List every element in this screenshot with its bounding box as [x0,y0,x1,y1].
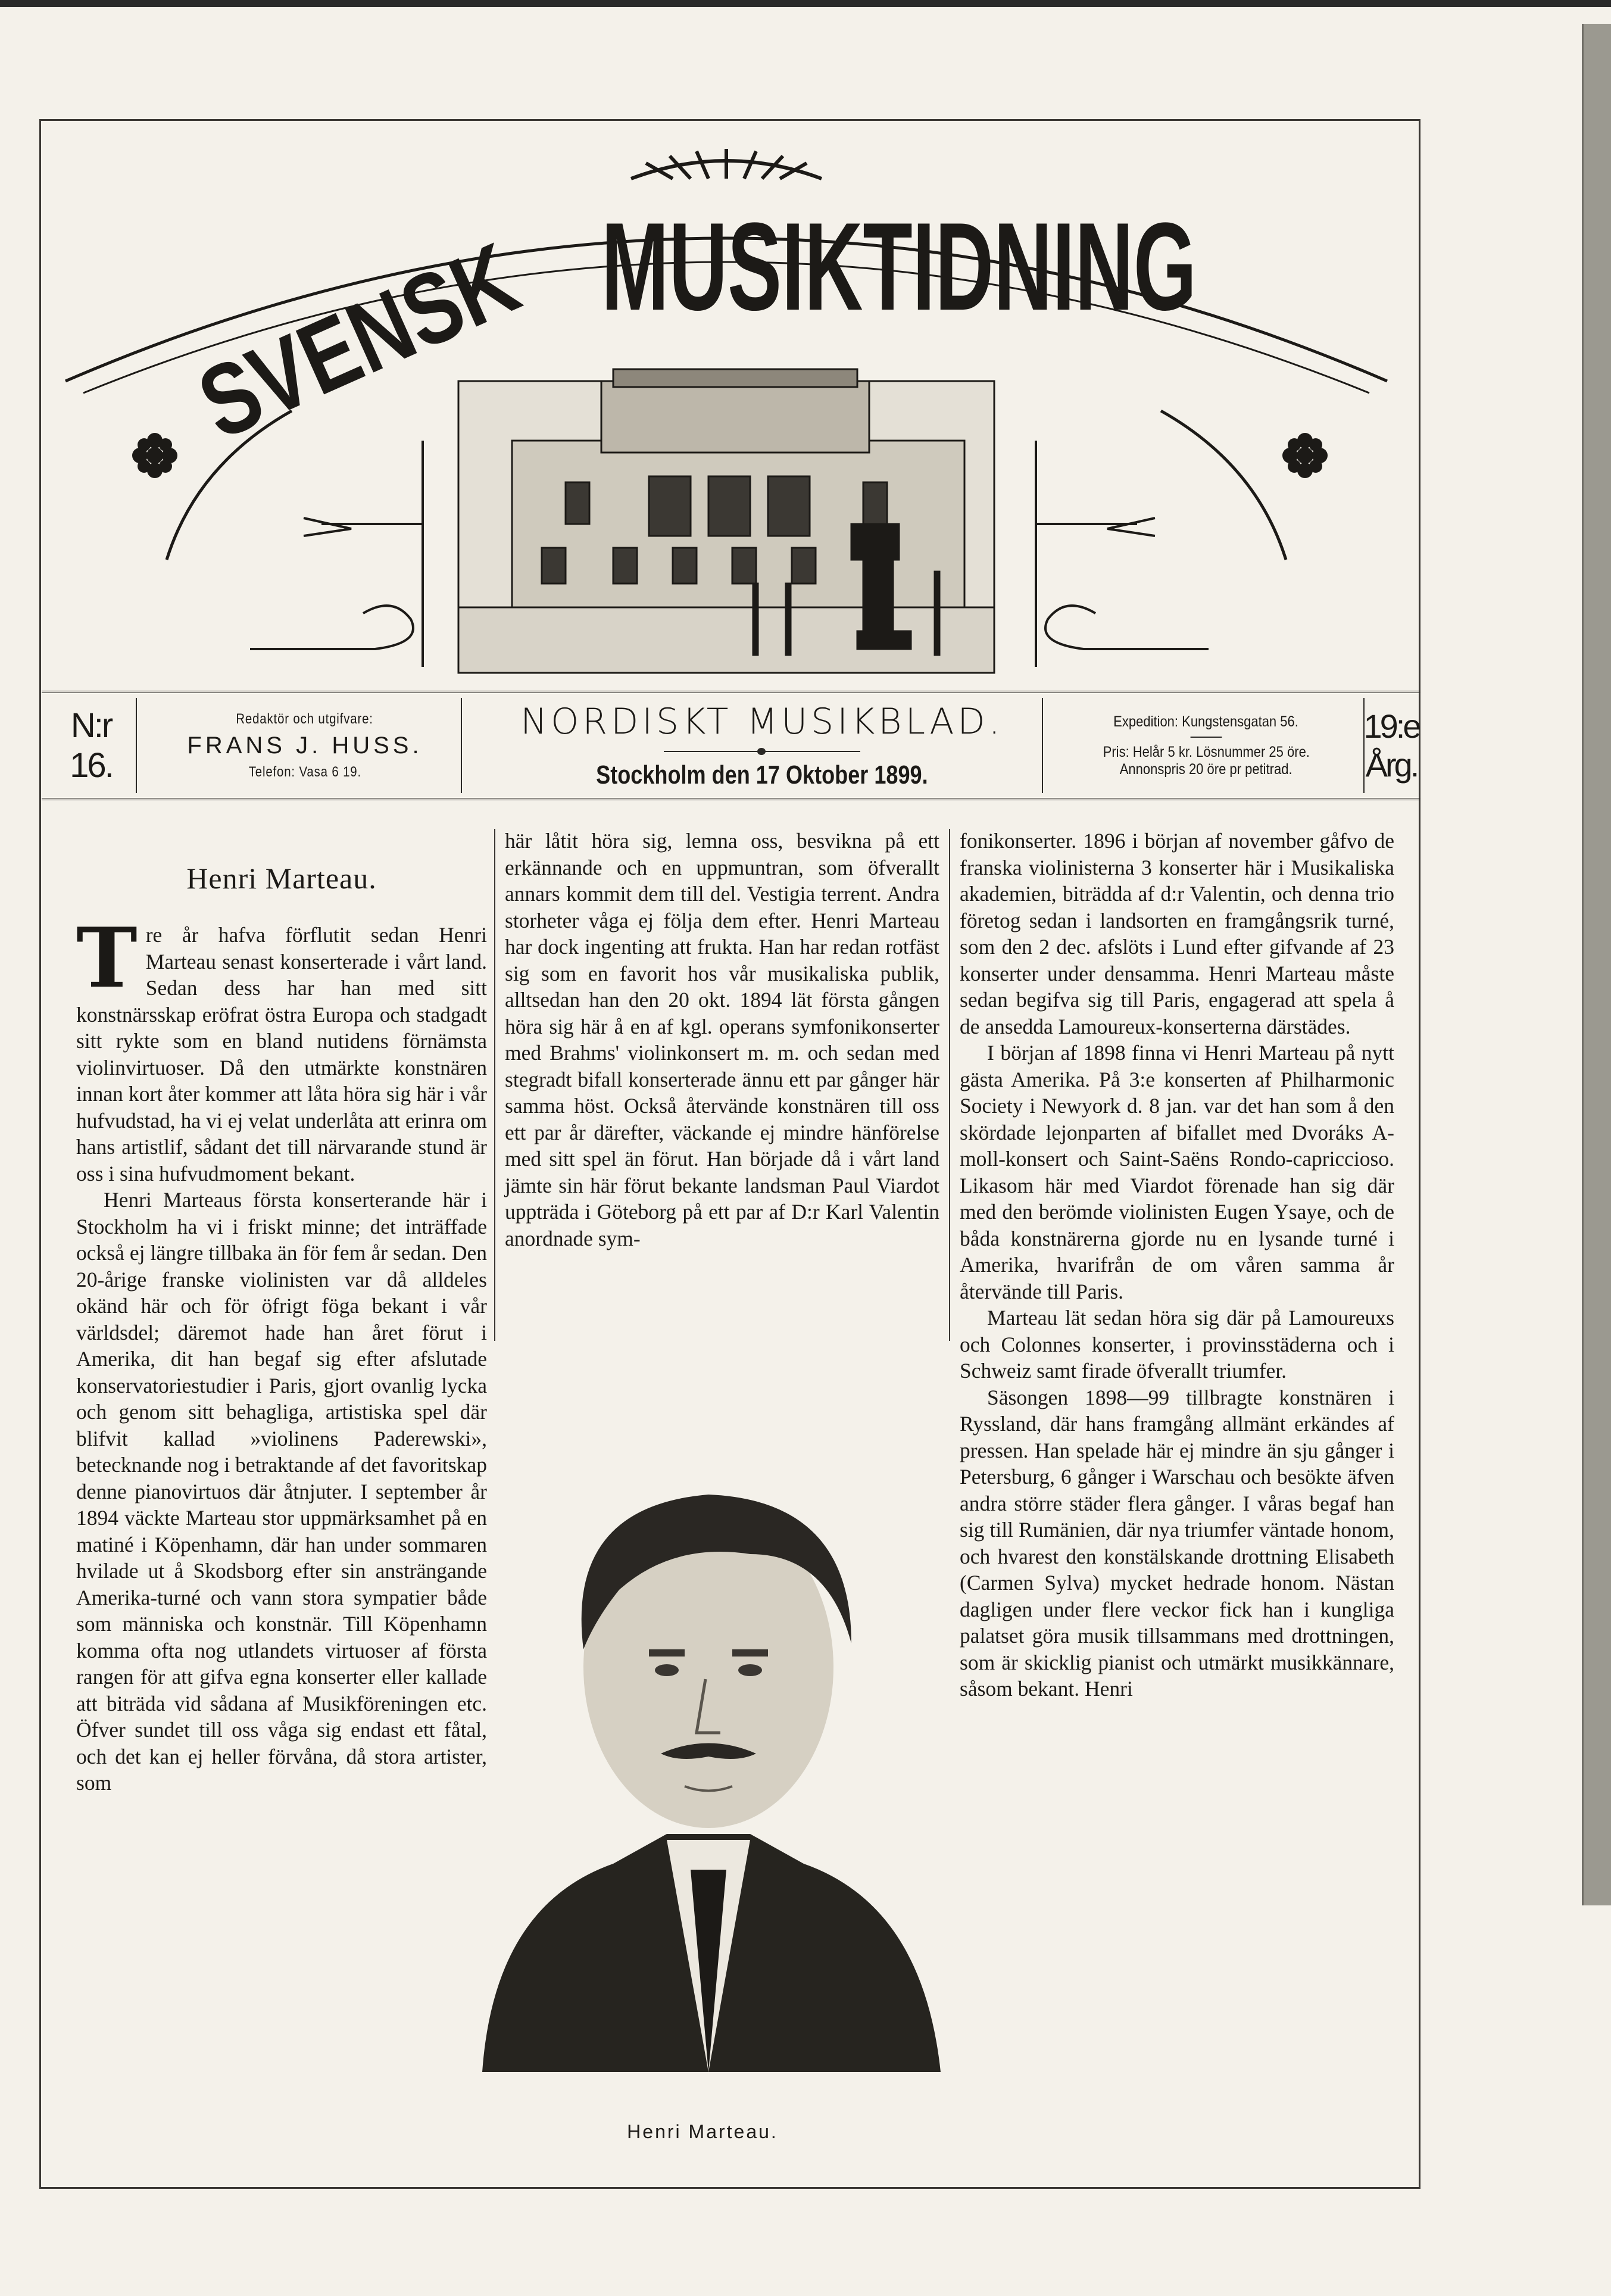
masthead-artwork [42,131,1411,691]
expedition-address: Expedition: Kungstensgatan 56. [1113,713,1299,730]
paragraph: Tre år hafva förflutit sedan Henri Marteau senast konserterade i vårt land. Sedan dess har han med sitt konstnärsskap eröfrat östra Europa och stadgadt sitt rykte som en bland nutidens förnämsta violinvirtuoser. Då den utmärkte konstnären innan kort åter kommer att låta höra sig här i vår hufvudstad, ha vi ej velat underlåta att erinra om hans artistlif, sådant det till närvarande stund är oss i sina hufvudmoment bekant. [76,909,487,1186]
portrait-engraving [470,1453,947,2072]
paragraph: här låtit höra sig, lemna oss, besvikna på ett erkännande och en uppmuntran, som öfverallt annars kommit dem till del. Vestigia terrent. Andra storheter våga ej följa dem efter. Henri Marteau har dock ingenting att frukta. Han har redan rotfäst sig som en favorit hos vår musikaliska publik, alltsedan han den 20 okt. 1894 lät första gången höra sig här å en af kgl. operans symfonikonserter med Brahms' violinkonsert m. m. och sedan med stegradt bifall konserterade ännu ett par gånger här samma höst. Också återvände konstnären till oss ett par år därefter, väckande ej mindre hänförelse med sitt spel än förut. Han började då i vårt land jämte sin här förut bekante landsman Paul Viardot uppträda i Göteborg på ett par af D:r Karl Valentin anordnade sym- [505,829,939,1250]
paragraph: fonikonserter. 1896 i början af november gåfvo de franska violinisterna 3 konserter här i Musikaliska akademien, biträdda af d:r Valentin, och denna trio företog sedan i landsorten en framgångsrik turné, som den 2 dec. afslöts i Lund efter gifvande af 23 konserter under densamma. Henri Marteau måste sedan begifva sig till Paris, engagerad att spela å de ansedda Lamoureux-konserterna därstädes. [960,829,1394,1038]
divider [136,698,137,793]
subscription-price: Pris: Helår 5 kr. Lösnummer 25 öre. [1103,743,1310,760]
column-rule [494,829,495,1341]
scan-top-edge [0,0,1611,7]
divider [461,698,462,793]
portrait-caption: Henri Marteau. [627,2121,778,2142]
editor-label: Redaktör och utgifvare: [236,710,374,727]
scroll-ornament-right [1036,441,1209,667]
paragraph: Säsongen 1898—99 tillbragte konstnären i Ryssland, där hans framgång allmänt erkändes af pressen. Han spelade här ej mindre än sju gånger i Petersburg, 6 gånger i Warschau och besökte äfven andra större städer flera gånger. I våras begaf han sig till Rumänien, där nya triumfer väntade honom, och hvarest den konstälskande drottning Elisabeth (Carmen Sylva) mycket hedrade honom. Nästan dagligen under flere veckor fick han i kungliga palatset göra musik tillsammans med drottningen, som är skicklig pianist och utmärkt musikkännare, såsom bekant. Henri [960,1385,1394,1701]
article-heading: Henri Marteau. [186,862,377,895]
article-column-3 [960,828,1394,1702]
masthead [42,131,1411,691]
article-column-2 [505,828,939,1252]
flower-ornament-left [132,433,177,478]
article-column-1 [76,909,487,1796]
paragraph: I början af 1898 finna vi Henri Marteau på nytt gästa Amerika. På 3:e konserten af Philharmonic Society i Newyork d. 8 jan. var det han som å den skördade lejonparten af bifallet med Dvoráks A-moll-konsert och Saint-Saëns Rondo-capriccioso. Likasom här med Viardot förenade han sig där med den berömde violinisten Eugen Ysaye, och de båda konstnärerna gjorde nu en lysande turné i Amerika, hvarifrån de om våren samma år återvände till Paris. [960,1041,1394,1303]
editor-name: FRANS J. HUSS. [187,732,423,759]
subtitle: NORDISKT MUSIKBLAD. [520,701,1004,743]
column-rule [949,829,950,1341]
paragraph: Marteau lät sedan höra sig där på Lamoureuxs och Colonnes konserter, i provinsstäderna och i Schweiz samt firade öfverallt triumfer. [960,1306,1394,1383]
paragraph: Henri Marteaus första konserterande här i Stockholm ha vi i friskt minne; det inträffade också ej längre tillbaka än för fem år sedan. Den 20-årige franske violinisten var då alldeles okänd här och för öfrigt föga bekant i vår världsdel; däremot hade han året förut i Amerika, dit han begaf sig efter afslutade konservatoriestudier i Paris, gjort ovanlig lycka och genom sitt behagliga, artistiska spel där blifvit kallad »violinens Paderewski», betecknande nog i betraktande af det favoritskap denne pianovirtuos där åtnjuter. I september år 1894 väckte Marteau stor uppmärksamhet på en matiné i Köpenhamn, där han under sommaren hvilade ut å Skodsborg efter sin ansträngande Amerika-turné och vann stora sympatier både som människa och konstnär. Till Köpenhamn komma ofta nog utlandets virtuoser af första rangen för att gifva egna konserter eller kallade att biträda vid sådana af Musikföreningen etc. Öfver sundet till oss våga sig endast ett fåtal, och det kan ej heller förvåna, då stora artister, som [76,1188,487,1795]
title-musiktidning: MUSIKTIDNING [601,196,1197,336]
editor-phone: Telefon: Vasa 6 19. [248,763,361,780]
title-svensk: SVENSK [183,188,610,461]
issue-date: Stockholm den 17 Oktober 1899. [596,760,928,790]
ornamental-rule [1191,737,1222,738]
flower-ornament-right [1282,433,1328,478]
portrait-image [470,1453,947,2072]
publication-block [476,693,1048,798]
issue-number: N:r 16. [70,706,113,785]
editor-block [138,693,472,798]
scroll-ornament-left [250,441,423,667]
opera-house-illustration [458,369,994,673]
ornamental-rule [664,751,860,752]
scan-binding-edge [1582,24,1611,1905]
advertising-price: Annonspris 20 öre pr petitrad. [1120,760,1292,778]
divider [1042,698,1043,793]
volume-number: 19:e Årg. [1363,707,1419,784]
subscription-block [1051,693,1361,798]
drop-cap: T [76,909,138,1006]
sunburst-ornament [631,149,822,179]
masthead-info-bar [42,691,1420,800]
